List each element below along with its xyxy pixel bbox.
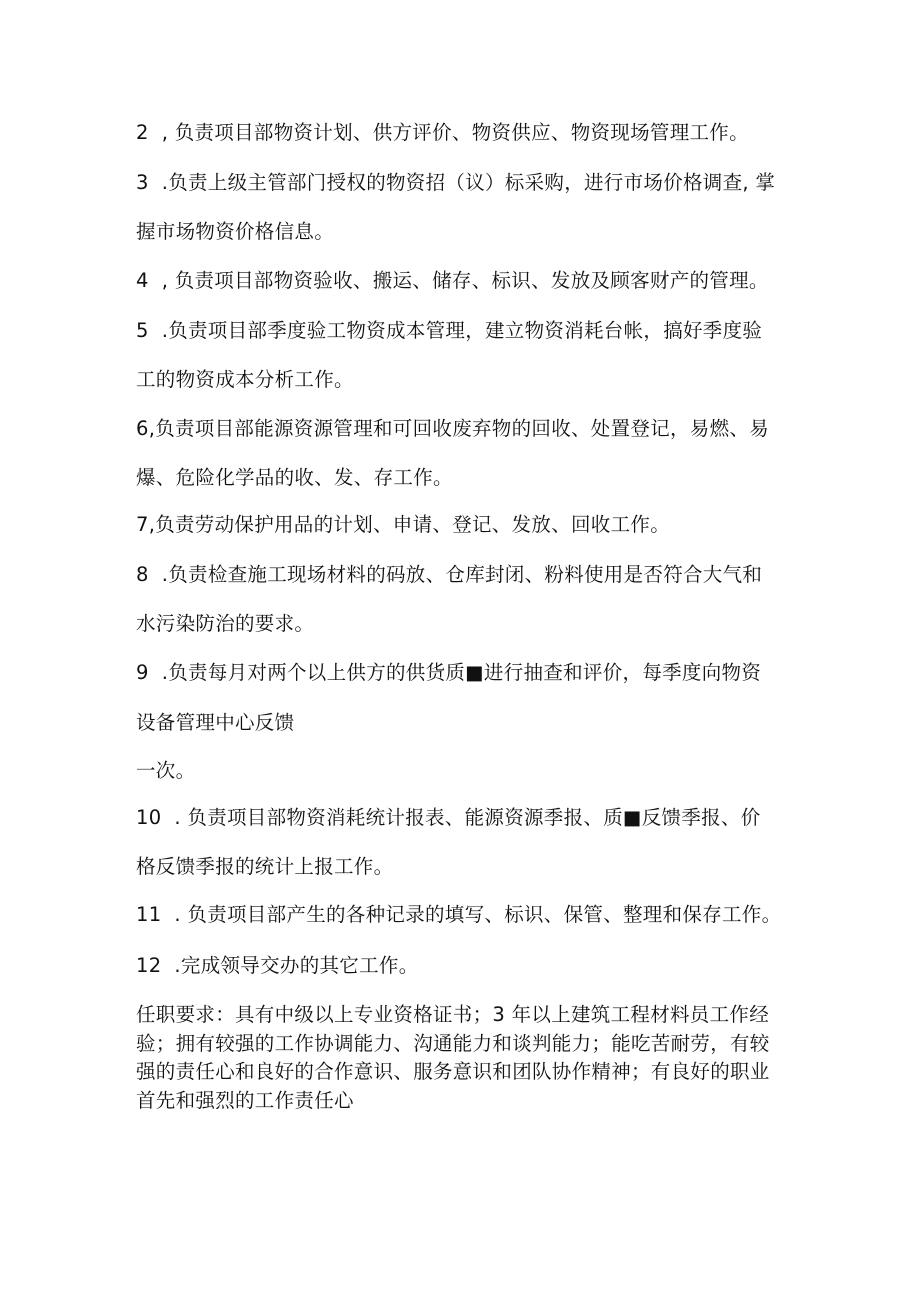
duty-line-6-cont: 爆、危险化学品的收、发、存工作。 <box>136 466 453 489</box>
duty-line-9: 9 .负责每月对两个以上供方的供货质■进行抽查和评价，每季度向物资 <box>136 661 762 684</box>
requirements-line: 验；拥有较强的工作协调能力、沟通能力和谈判能力；能吃苦耐劳，有较 <box>136 1031 770 1055</box>
duty-line-3-cont: 握市场物资价格信息。 <box>136 220 335 243</box>
duty-line-6: 6,负责项目部能源资源管理和可回收废弃物的回收、处置登记，易燃、易 <box>136 417 770 440</box>
duty-line-9-cont2: 一次。 <box>136 759 196 782</box>
requirements-line: 首先和强烈的工作责任心 <box>136 1088 354 1112</box>
requirements-line: 任职要求：具有中级以上专业资格证书；3 年以上建筑工程材料员工作经 <box>136 1003 770 1026</box>
duty-line-5-cont: 工的物资成本分析工作。 <box>136 368 354 391</box>
duty-line-5: 5 .负责项目部季度验工物资成本管理，建立物资消耗台帐，搞好季度验 <box>136 319 763 342</box>
job-requirements <box>136 1001 786 1115</box>
duty-line-10: 10 . 负责项目部物资消耗统计报表、能源资源季报、质■反馈季报、价 <box>136 806 761 829</box>
duty-line-4: 4 , 负责项目部物资验收、搬运、储存、标识、发放及顾客财产的管理。 <box>136 269 769 292</box>
duty-line-7: 7,负责劳动保护用品的计划、申请、登记、发放、回收工作。 <box>136 513 671 536</box>
requirements-line: 强的责任心和良好的合作意识、服务意识和团队协作精神；有良好的职业 <box>136 1060 770 1083</box>
duty-line-8: 8 .负责检查施工现场材料的码放、仓库封闭、粉料使用是否符合大气和 <box>136 563 763 586</box>
duty-line-11: 11 . 负责项目部产生的各种记录的填写、标识、保管、整理和保存工作。 <box>136 903 782 926</box>
duty-line-8-cont: 水污染防治的要求。 <box>136 612 315 635</box>
duty-line-12: 12 .完成领导交办的其它工作。 <box>136 954 419 977</box>
duty-line-10-cont: 格反馈季报的统计上报工作。 <box>136 855 394 878</box>
duty-line-2: 2 , 负责项目部物资计划、供方评价、物资供应、物资现场管理工作。 <box>136 121 749 144</box>
duty-line-3: 3 .负责上级主管部门授权的物资招（议）标采购，进行市场价格调查, 掌 <box>136 171 776 194</box>
duty-line-9-cont: 设备管理中心反馈 <box>136 711 295 734</box>
